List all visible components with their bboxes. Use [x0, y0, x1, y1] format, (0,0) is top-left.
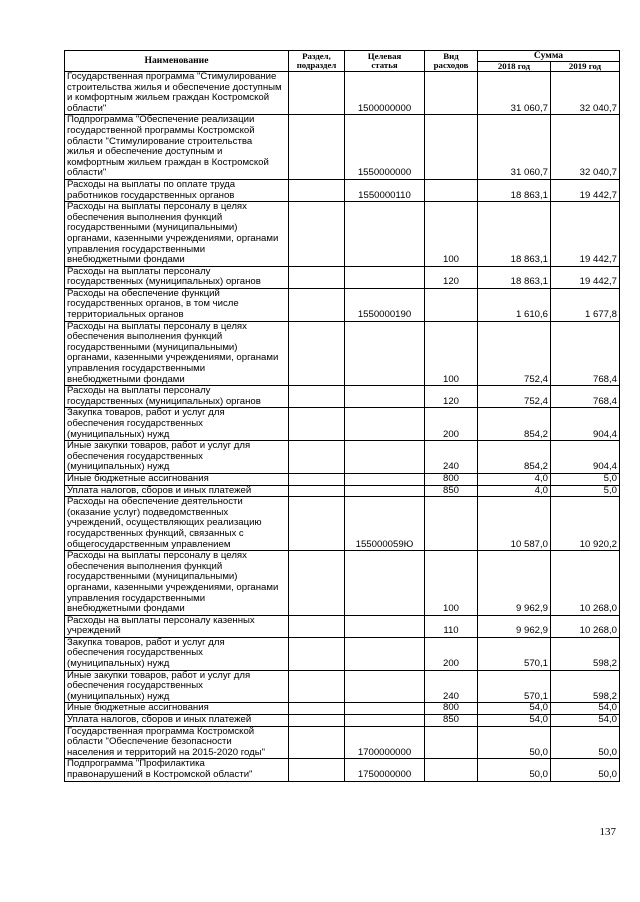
cell-name: Расходы на выплаты персоналу государственных (муниципальных) органов: [65, 266, 289, 288]
cell-2019: 50,0: [551, 759, 620, 781]
cell-target: 1550000110: [345, 179, 425, 201]
cell-target: 1750000000: [345, 759, 425, 781]
cell-type: [425, 759, 478, 781]
cell-target: 155000059Ю: [345, 497, 425, 551]
header-type: Вид расходов: [425, 51, 478, 72]
cell-type: 200: [425, 637, 478, 670]
table-row: [65, 72, 620, 115]
cell-type: [425, 497, 478, 551]
cell-section: [289, 72, 345, 115]
table-row: [65, 726, 620, 759]
header-row-1: [65, 51, 620, 62]
cell-section: [289, 726, 345, 759]
cell-name: Расходы на выплаты персоналу казенных учреждений: [65, 615, 289, 637]
cell-section: [289, 670, 345, 703]
cell-section: [289, 321, 345, 386]
table-row: [65, 497, 620, 551]
cell-2018: 31 060,7: [478, 115, 551, 180]
cell-type: 120: [425, 266, 478, 288]
cell-type: 100: [425, 202, 478, 267]
table-row: [65, 441, 620, 474]
cell-section: [289, 759, 345, 781]
cell-name: Закупка товаров, работ и услуг для обеспечения государственных (муниципальных) нужд: [65, 408, 289, 441]
cell-2018: 4,0: [478, 485, 551, 497]
cell-2019: 5,0: [551, 485, 620, 497]
cell-2018: 854,2: [478, 408, 551, 441]
cell-type: 100: [425, 551, 478, 616]
cell-target: [345, 485, 425, 497]
cell-name: Государственная программа "Стимулирование строительства жилья и обеспечение доступным и комфортным жильем граждан Костромской области": [65, 72, 289, 115]
table-row: [65, 703, 620, 715]
cell-section: [289, 637, 345, 670]
cell-2019: 5,0: [551, 473, 620, 485]
cell-name: Расходы на выплаты по оплате труда работников государственных органов: [65, 179, 289, 201]
cell-2018: 752,4: [478, 321, 551, 386]
table-row: [65, 551, 620, 616]
cell-name: Расходы на обеспечение функций государственных органов, в том числе территориальных органов: [65, 288, 289, 321]
cell-name: Иные бюджетные ассигнования: [65, 703, 289, 715]
cell-type: [425, 115, 478, 180]
cell-type: [425, 726, 478, 759]
cell-2019: 598,2: [551, 670, 620, 703]
cell-type: 200: [425, 408, 478, 441]
cell-section: [289, 441, 345, 474]
cell-section: [289, 115, 345, 180]
cell-2018: 54,0: [478, 703, 551, 715]
cell-2018: 752,4: [478, 386, 551, 408]
cell-2018: 54,0: [478, 715, 551, 727]
header-year-2018: 2018 год: [478, 61, 551, 72]
table-row: [65, 473, 620, 485]
table-row: [65, 386, 620, 408]
cell-target: 1700000000: [345, 726, 425, 759]
cell-target: 1550000000: [345, 115, 425, 180]
cell-type: [425, 288, 478, 321]
cell-section: [289, 408, 345, 441]
cell-type: 850: [425, 715, 478, 727]
cell-type: 850: [425, 485, 478, 497]
cell-name: Расходы на выплаты персоналу в целях обеспечения выполнения функций государственными (муниципальными) органами, казенными учреждениями, органами управления государственными внебюджетными фондами: [65, 321, 289, 386]
header-name: Наименование: [65, 51, 289, 72]
cell-type: 240: [425, 441, 478, 474]
cell-2018: 9 962,9: [478, 615, 551, 637]
cell-2018: 50,0: [478, 726, 551, 759]
cell-target: [345, 615, 425, 637]
cell-2018: 31 060,7: [478, 72, 551, 115]
cell-2018: 4,0: [478, 473, 551, 485]
table-row: [65, 615, 620, 637]
cell-target: [345, 386, 425, 408]
cell-section: [289, 473, 345, 485]
cell-2019: 1 677,8: [551, 288, 620, 321]
cell-2018: 1 610,6: [478, 288, 551, 321]
cell-section: [289, 497, 345, 551]
cell-name: Иные закупки товаров, работ и услуг для обеспечения государственных (муниципальных) нужд: [65, 441, 289, 474]
table-row: [65, 408, 620, 441]
cell-target: [345, 321, 425, 386]
cell-2018: 50,0: [478, 759, 551, 781]
cell-2019: 32 040,7: [551, 115, 620, 180]
cell-2019: 19 442,7: [551, 179, 620, 201]
header-section: Раздел, подраздел: [289, 51, 345, 72]
cell-target: [345, 408, 425, 441]
cell-target: [345, 703, 425, 715]
cell-2019: 54,0: [551, 703, 620, 715]
cell-type: 800: [425, 703, 478, 715]
cell-name: Расходы на выплаты персоналу в целях обеспечения выполнения функций государственными (муниципальными) органами, казенными учреждениями, органами управления государственными внебюджетными фондами: [65, 551, 289, 616]
cell-section: [289, 703, 345, 715]
cell-2019: 32 040,7: [551, 72, 620, 115]
page-number: 137: [599, 826, 616, 838]
cell-type: [425, 179, 478, 201]
cell-section: [289, 551, 345, 616]
cell-target: [345, 202, 425, 267]
cell-2019: 54,0: [551, 715, 620, 727]
table-row: [65, 485, 620, 497]
cell-section: [289, 386, 345, 408]
cell-section: [289, 179, 345, 201]
cell-section: [289, 202, 345, 267]
header-sum: Сумма: [478, 51, 620, 62]
cell-2019: 10 268,0: [551, 615, 620, 637]
cell-target: [345, 266, 425, 288]
cell-name: Уплата налогов, сборов и иных платежей: [65, 485, 289, 497]
cell-2018: 854,2: [478, 441, 551, 474]
cell-target: [345, 715, 425, 727]
cell-target: [345, 441, 425, 474]
cell-name: Расходы на обеспечение деятельности (оказание услуг) подведомственных учреждений, осуществляющих реализацию государственных функций, связанных с общегосударственным управлением: [65, 497, 289, 551]
cell-2018: 10 587,0: [478, 497, 551, 551]
cell-target: 1550000190: [345, 288, 425, 321]
cell-section: [289, 288, 345, 321]
cell-type: 240: [425, 670, 478, 703]
table-row: [65, 115, 620, 180]
cell-2019: 19 442,7: [551, 202, 620, 267]
table-row: [65, 715, 620, 727]
cell-2018: 18 863,1: [478, 266, 551, 288]
cell-section: [289, 485, 345, 497]
cell-name: Расходы на выплаты персоналу в целях обеспечения выполнения функций государственными (муниципальными) органами, казенными учреждениями, органами управления государственными внебюджетными фондами: [65, 202, 289, 267]
cell-type: [425, 72, 478, 115]
cell-target: 1500000000: [345, 72, 425, 115]
cell-section: [289, 715, 345, 727]
header-year-2019: 2019 год: [551, 61, 620, 72]
cell-section: [289, 266, 345, 288]
table-row: [65, 670, 620, 703]
cell-name: Подпрограмма "Обеспечение реализации государственной программы Костромской области "Стимулирование строительства жилья и обеспечение доступным и комфортным жильем граждан в Костромской области": [65, 115, 289, 180]
cell-2019: 768,4: [551, 386, 620, 408]
table-body: [65, 72, 620, 782]
cell-target: [345, 551, 425, 616]
cell-type: 100: [425, 321, 478, 386]
cell-2019: 904,4: [551, 408, 620, 441]
table-row: [65, 321, 620, 386]
cell-name: Подпрограмма "Профилактика правонарушений в Костромской области": [65, 759, 289, 781]
budget-table: [64, 50, 620, 782]
table-row: [65, 288, 620, 321]
cell-2018: 18 863,1: [478, 202, 551, 267]
cell-2018: 9 962,9: [478, 551, 551, 616]
cell-2018: 570,1: [478, 637, 551, 670]
cell-name: Уплата налогов, сборов и иных платежей: [65, 715, 289, 727]
table-row: [65, 202, 620, 267]
cell-type: 110: [425, 615, 478, 637]
table-row: [65, 637, 620, 670]
cell-2019: 50,0: [551, 726, 620, 759]
cell-2019: 10 268,0: [551, 551, 620, 616]
cell-type: 120: [425, 386, 478, 408]
cell-name: Иные бюджетные ассигнования: [65, 473, 289, 485]
cell-target: [345, 473, 425, 485]
cell-target: [345, 637, 425, 670]
cell-name: Государственная программа Костромской области "Обеспечение безопасности населения и территорий на 2015-2020 годы": [65, 726, 289, 759]
cell-section: [289, 615, 345, 637]
cell-target: [345, 670, 425, 703]
cell-type: 800: [425, 473, 478, 485]
header-target: Целевая статья: [345, 51, 425, 72]
cell-2019: 598,2: [551, 637, 620, 670]
table-row: [65, 266, 620, 288]
cell-2018: 18 863,1: [478, 179, 551, 201]
cell-name: Иные закупки товаров, работ и услуг для обеспечения государственных (муниципальных) нужд: [65, 670, 289, 703]
cell-name: Расходы на выплаты персоналу государственных (муниципальных) органов: [65, 386, 289, 408]
table-row: [65, 759, 620, 781]
cell-2019: 904,4: [551, 441, 620, 474]
cell-2019: 768,4: [551, 321, 620, 386]
cell-2019: 19 442,7: [551, 266, 620, 288]
cell-name: Закупка товаров, работ и услуг для обеспечения государственных (муниципальных) нужд: [65, 637, 289, 670]
table-row: [65, 179, 620, 201]
cell-2018: 570,1: [478, 670, 551, 703]
cell-2019: 10 920,2: [551, 497, 620, 551]
